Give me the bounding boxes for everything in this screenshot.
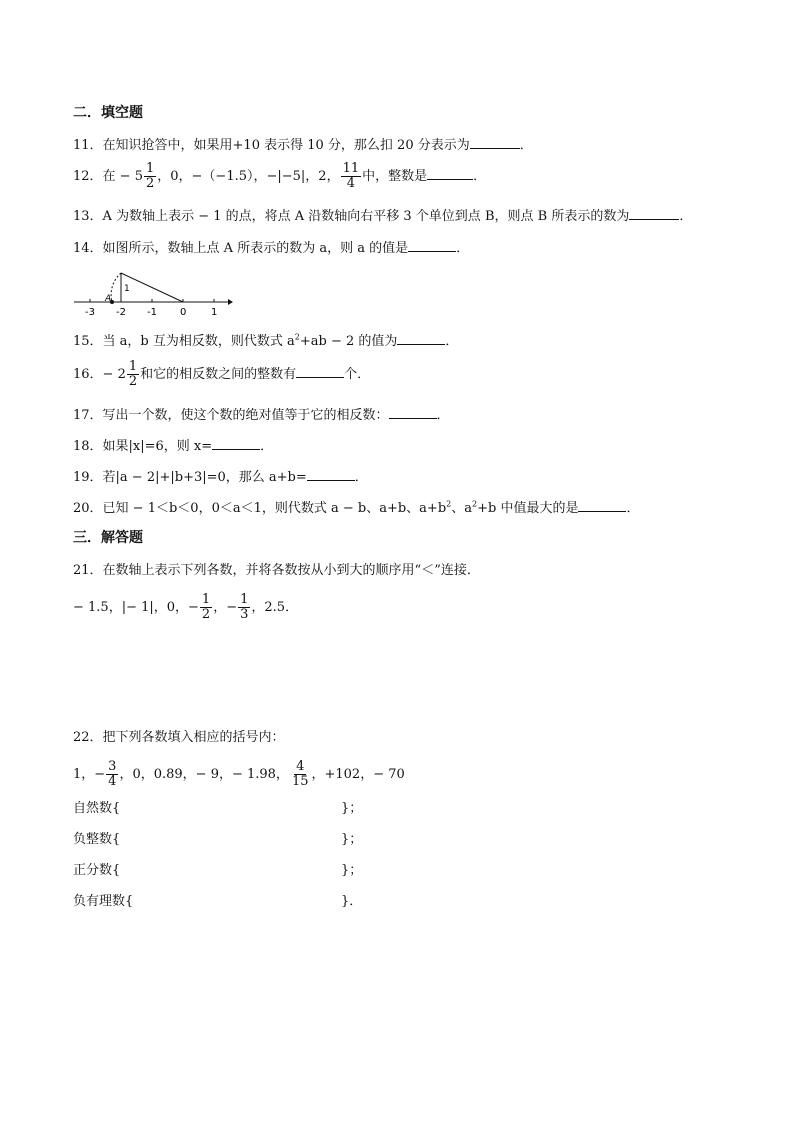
natural-number-set[interactable]: [73, 800, 362, 818]
answer-blank[interactable]: [578, 499, 626, 512]
question-14: [73, 239, 469, 258]
list-text: 1，−: [73, 767, 106, 782]
fraction: [290, 760, 311, 789]
answer-blank[interactable]: [629, 207, 679, 220]
number-line-figure: [72, 268, 234, 320]
question-11-text: 11．在知识抢答中，如果用+10 表示得 10 分，那么扣 20 分表示为: [73, 138, 470, 153]
answer-heading: 三．解答题: [73, 530, 143, 546]
numerator: 1: [201, 592, 211, 607]
question-17: [73, 406, 450, 425]
question-13-text: 13．A 为数轴上表示 − 1 的点，将点 A 沿数轴向右平移 3 个单位到点 B，则点 B 所表示的数为: [73, 209, 630, 224]
question-17-text: 17．写出一个数，使这个数的绝对值等于它的相反数：: [73, 408, 389, 423]
question-20-pre: 20．已知 − 1＜b＜0，0＜a＜1，则代数式 a − b、a+b、a+b: [73, 501, 447, 516]
answer-blank[interactable]: [212, 437, 260, 450]
negative-rational-set[interactable]: [73, 893, 362, 911]
denominator: 2: [145, 176, 155, 191]
positive-fraction-set[interactable]: [73, 862, 362, 880]
set-label: 自然数{: [73, 801, 121, 816]
list-text: ，2.5．: [251, 600, 299, 615]
answer-blank[interactable]: [307, 468, 355, 481]
list-text: ，+102，− 70: [311, 767, 405, 782]
question-16-end: 个．: [344, 367, 371, 382]
tick-label: -2: [116, 307, 126, 318]
question-22-number-list: [73, 760, 405, 789]
question-12-pre: 12．在 − 5: [73, 169, 143, 184]
question-15-post: +ab − 2 的值为: [299, 334, 398, 349]
numerator: 1: [240, 592, 249, 607]
question-16-pre: 16．− 2: [73, 367, 126, 382]
question-21-number-list: [73, 593, 298, 622]
numerator: 11: [342, 161, 360, 176]
question-14-end: ．: [456, 241, 470, 256]
question-15-end: ．: [445, 334, 459, 349]
answer-blank[interactable]: [470, 136, 520, 149]
list-text: ，0，0.89，− 9，− 1.98，: [119, 767, 289, 782]
answer-blank[interactable]: [408, 239, 456, 252]
question-21: 21．在数轴上表示下列各数，并将各数按从小到大的顺序用“＜”连接．: [73, 563, 480, 578]
negative-integer-set[interactable]: [73, 831, 362, 849]
fraction: [238, 593, 250, 622]
answer-blank[interactable]: [296, 365, 344, 378]
question-12-mid: ，0，−（−1.5），−|−5|，2，: [157, 169, 340, 184]
denominator: 15: [291, 774, 309, 789]
question-16-post: 和它的相反数之间的整数有: [140, 367, 297, 382]
denominator: 2: [128, 374, 138, 389]
fill-in-heading: 二．填空题: [73, 105, 143, 121]
question-20: [73, 499, 639, 518]
tick-label: 1: [211, 307, 218, 318]
point-label: A: [105, 294, 112, 304]
compass-arc: [111, 273, 121, 302]
question-19-text: 19．若|a − 2|+|b+3|=0，那么 a+b=: [73, 470, 307, 485]
denominator: 2: [201, 607, 211, 622]
set-close: }；: [341, 832, 363, 847]
question-15-pre: 15．当 a，b 互为相反数，则代数式 a: [73, 334, 295, 349]
fraction: [144, 162, 156, 191]
fraction: [200, 593, 212, 622]
tick-label: -3: [85, 307, 95, 318]
arrow-right-icon: [228, 299, 233, 305]
question-18-end: ．: [260, 439, 274, 454]
answer-blank[interactable]: [389, 406, 437, 419]
set-label: 负整数{: [73, 832, 121, 847]
fraction: [127, 360, 139, 389]
question-14-text: 14．如图所示，数轴上点 A 所表示的数为 a，则 a 的值是: [73, 241, 409, 256]
question-22: 22．把下列各数填入相应的括号内：: [73, 730, 285, 745]
set-label: 正分数{: [73, 863, 121, 878]
tick-label: -1: [147, 307, 157, 318]
set-close: }；: [341, 863, 363, 878]
question-12-post: 中，整数是: [362, 169, 428, 184]
set-close: }．: [341, 894, 363, 909]
answer-blank[interactable]: [427, 167, 473, 180]
numerator: 4: [296, 759, 305, 774]
question-19-end: ．: [354, 470, 368, 485]
tick-label: 0: [180, 307, 187, 318]
question-15: [73, 332, 458, 351]
question-18-text: 18．如果|x|=6，则 x=: [73, 439, 213, 454]
list-text: − 1.5，|− 1|，0，−: [73, 600, 199, 615]
question-20-end: ．: [626, 501, 640, 516]
numerator: 1: [145, 161, 155, 176]
question-13-end: ．: [679, 209, 693, 224]
exponent: 2: [472, 499, 478, 509]
fraction: [341, 162, 362, 191]
question-16: [73, 360, 370, 389]
question-20-post: +b 中值最大的是: [477, 501, 579, 516]
question-20-mid: 、a: [451, 501, 473, 516]
numerator: 1: [128, 359, 138, 374]
question-17-end: ．: [436, 408, 450, 423]
exponent: 2: [446, 499, 452, 509]
denominator: 4: [346, 176, 355, 191]
question-13: [73, 207, 692, 226]
denominator: 4: [108, 774, 117, 789]
answer-blank[interactable]: [397, 332, 445, 345]
question-12: [73, 162, 486, 191]
question-19: [73, 468, 368, 487]
numerator: 3: [108, 759, 117, 774]
triangle-hypotenuse: [121, 273, 183, 302]
question-12-end: ．: [473, 169, 487, 184]
set-label: 负有理数{: [73, 894, 134, 909]
fraction: [106, 760, 118, 789]
question-18: [73, 437, 273, 456]
set-close: }；: [341, 801, 363, 816]
side-label: 1: [124, 284, 130, 294]
exponent: 2: [294, 332, 300, 342]
list-text: ，−: [213, 600, 238, 615]
question-11-end: ．: [519, 138, 533, 153]
question-11: [73, 136, 533, 155]
denominator: 3: [240, 607, 249, 622]
